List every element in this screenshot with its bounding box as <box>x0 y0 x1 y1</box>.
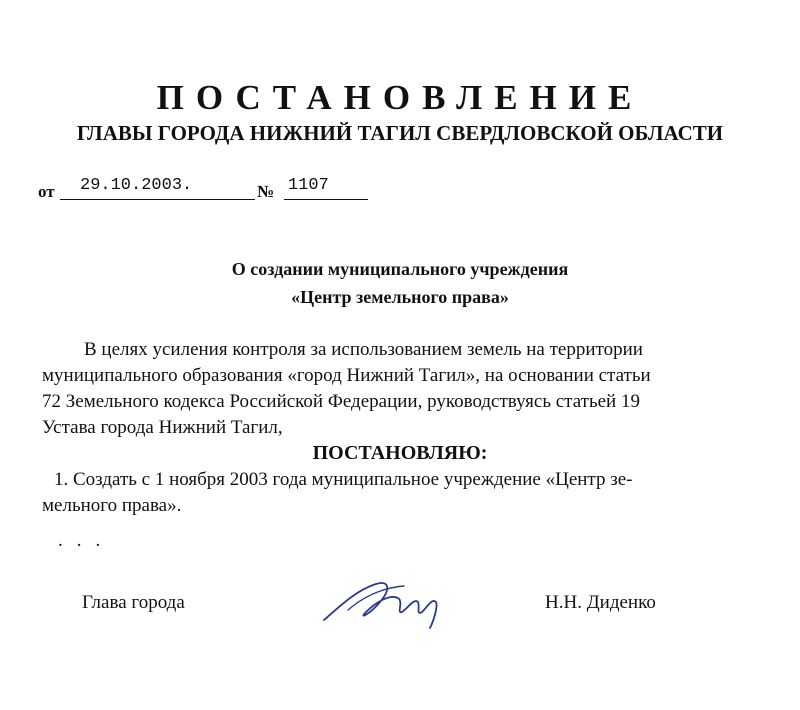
date-underline <box>60 199 255 200</box>
heading-line-1: О создании муниципального учреждения <box>231 259 569 279</box>
item-line: мельного права». <box>42 495 182 516</box>
body-line: 72 Земельного кодекса Российской Федерации, руководствуясь статьей 19 <box>42 391 640 412</box>
decree-word: ПОСТАНОВЛЯЮ: <box>312 442 488 464</box>
number-underline <box>284 199 368 200</box>
number-value: 1107 <box>288 176 329 195</box>
number-label: № <box>257 182 275 201</box>
signer-name: Н.Н. Диденко <box>545 592 656 613</box>
body-line: В целях усиления контроля за использованием земель на территории <box>84 339 643 360</box>
body-line: Устава города Нижний Тагил, <box>42 417 283 438</box>
heading-line-2: «Центр земельного права» <box>291 287 509 307</box>
omission-ellipsis: ... <box>58 530 115 551</box>
signature-image <box>318 568 458 638</box>
signer-position: Глава города <box>82 592 185 613</box>
date-label: от <box>38 182 55 201</box>
body-line: муниципального образования «город Нижний Тагил», на основании статьи <box>42 365 651 386</box>
item-line: 1. Создать с 1 ноября 2003 года муниципальное учреждение «Центр зе- <box>54 469 633 490</box>
decree-item <box>42 467 762 519</box>
document-subtitle: ГЛАВЫ ГОРОДА НИЖНИЙ ТАГИЛ СВЕРДЛОВСКОЙ ОБЛАСТИ <box>76 121 724 145</box>
date-value: 29.10.2003. <box>80 176 193 195</box>
body-paragraph <box>42 337 762 441</box>
document-title: ПОСТАНОВЛЕНИЕ <box>156 78 644 117</box>
